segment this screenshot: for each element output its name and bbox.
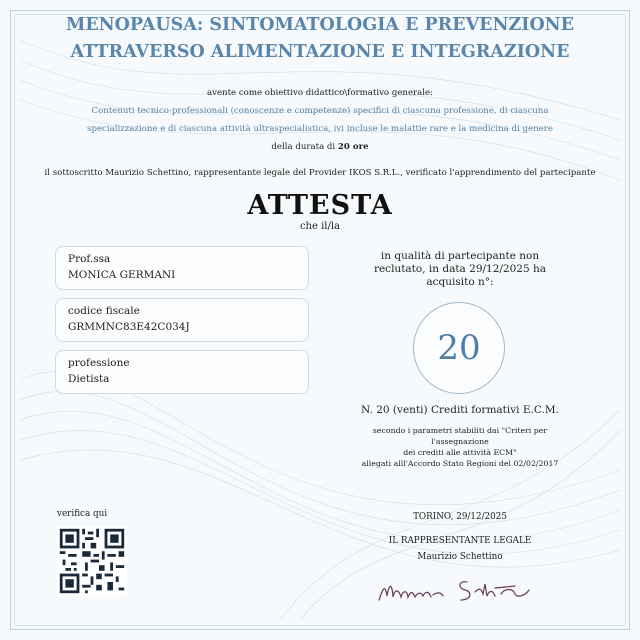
course-title-line2: ATTRAVERSO ALIMENTAZIONE E INTEGRAZIONE: [70, 42, 570, 62]
profession-label: professione: [68, 357, 130, 369]
params-line2: l'assegnazione: [431, 437, 489, 446]
quality-statement: [340, 250, 580, 289]
fiscal-code-label: codice fiscale: [68, 305, 140, 317]
course-title-line1: MENOPAUSA: SINTOMATOLOGIA E PREVENZIONE: [65, 15, 575, 35]
statement: il sottoscritto Maurizio Schettino, rappresentante legale del Provider IKOS S.R.L., verificato l'apprendimento del partecipante: [44, 168, 596, 178]
participant-name-box: [55, 246, 309, 290]
duration: [20, 142, 620, 152]
params-line1: secondo i parametri stabiliti dai "Criteri per: [372, 426, 548, 435]
objective-line2: specializzazione e di ciascuna attività ultraspecialistica, ivi incluse le malattie rare e la medicina di genere: [87, 124, 553, 134]
participant-title: Prof.ssa: [68, 253, 111, 265]
attesta-subtitle: che il/la: [299, 221, 341, 232]
params-line4: allegati alll'Accordo Stato Regioni del 02/02/2017: [361, 459, 559, 468]
duration-prefix: della durata di: [271, 142, 336, 152]
duration-value: 20 ore: [337, 142, 369, 152]
objective-line1: Contenuti tecnico-professionali (conoscenze e competenze) specifici di ciascuna professione, di ciascuna: [91, 106, 549, 116]
participant-name: MONICA GERMANI: [68, 269, 176, 281]
verify-label: verifica qui: [57, 509, 108, 519]
params-text: [340, 425, 580, 469]
objective-intro: avente come obiettivo didattico\formativo generale:: [206, 88, 434, 98]
fiscal-code-value: GRMMNC83E42C034J: [68, 321, 190, 333]
credits-circle: 20: [413, 302, 505, 394]
profession-value: Dietista: [68, 373, 110, 385]
course-title: [20, 12, 620, 66]
params-line3: dei crediti alle attività ECM": [403, 448, 517, 457]
objective-text: [20, 102, 620, 138]
legal-rep-label: IL RAPPRESENTANTE LEGALE: [388, 536, 532, 546]
quality-line2: reclutato, in data 29/12/2025 ha: [373, 263, 547, 275]
fiscal-code-box: [55, 298, 309, 342]
quality-line1: in qualità di partecipante non: [380, 250, 540, 262]
credits-text: N. 20 (venti) Crediti formativi E.C.M.: [361, 404, 559, 416]
legal-rep-name: Maurizio Schettino: [417, 552, 503, 562]
handwritten-signature: [375, 570, 545, 610]
place-date: TORINO, 29/12/2025: [413, 512, 507, 522]
profession-box: [55, 350, 309, 394]
quality-line3: acquisito n°:: [426, 276, 494, 288]
attesta-heading: ATTESTA: [247, 190, 393, 221]
verification-qr-code[interactable]: [57, 526, 127, 596]
